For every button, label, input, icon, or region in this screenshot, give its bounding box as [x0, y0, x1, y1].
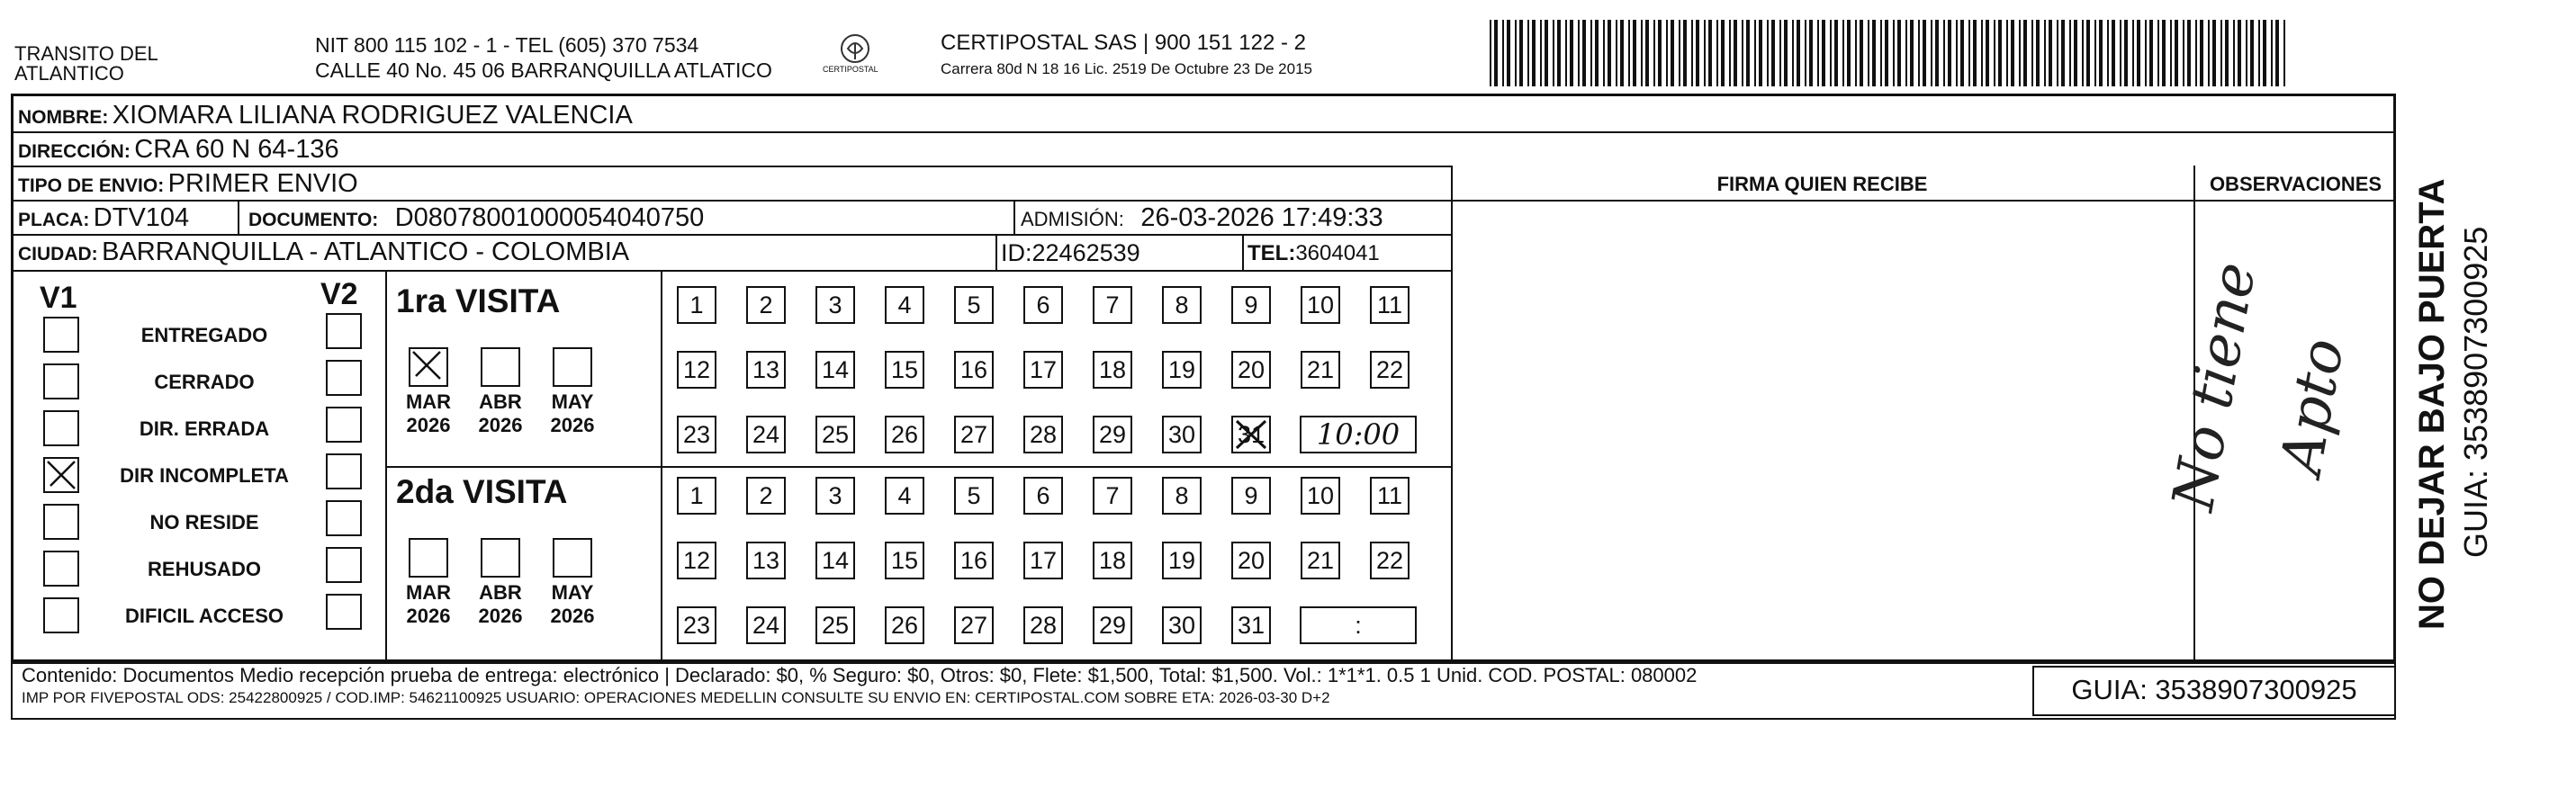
barcode-bar: [1527, 20, 1529, 86]
month-label: MAR 2026: [405, 390, 452, 436]
barcode-bar: [2275, 20, 2279, 86]
month-label: MAY 2026: [550, 390, 595, 436]
barcode-bar: [1956, 20, 1958, 86]
barcode-bar: [2250, 20, 2254, 86]
row-divider: [11, 270, 1453, 272]
barcode-bar: [1653, 20, 1655, 86]
barcode-bar: [1784, 20, 1788, 86]
barcode-bar: [1507, 20, 1510, 86]
day-checkbox[interactable]: 16: [954, 542, 994, 579]
id-value: 22462539: [1031, 239, 1140, 266]
sender-nit-line: NIT 800 115 102 - 1 - TEL (605) 370 7534: [315, 33, 699, 57]
barcode-bar: [1880, 20, 1882, 86]
document-field: [248, 203, 704, 233]
barcode-bar: [1872, 20, 1876, 86]
day-checkbox[interactable]: 18: [1093, 351, 1132, 389]
sender-address-line: CALLE 40 No. 45 06 BARRANQUILLA ATLATICO: [315, 58, 772, 82]
barcode-bar: [2099, 20, 2103, 86]
day-checkbox[interactable]: 9: [1231, 477, 1271, 515]
barcode-bar: [1515, 20, 1517, 86]
barcode-bar: [1603, 20, 1605, 86]
v2-status-checkbox[interactable]: [326, 547, 362, 583]
barcode-bar: [1540, 20, 1542, 86]
barcode-bar: [1658, 20, 1662, 86]
barcode-bar: [1834, 20, 1838, 86]
day-checkbox[interactable]: 23: [677, 416, 716, 453]
barcode-bar: [1842, 20, 1844, 86]
barcode-bar: [1595, 20, 1599, 86]
barcode-bar: [2162, 20, 2166, 86]
day-checkbox[interactable]: 8: [1162, 286, 1202, 324]
tel-field: [1247, 241, 1380, 266]
day-checkbox[interactable]: 20: [1231, 351, 1271, 389]
day-checkbox[interactable]: 1: [677, 286, 716, 324]
barcode-bar: [1582, 20, 1586, 86]
admission-value: 26-03-2026 17:49:33: [1140, 203, 1383, 232]
barcode-bar: [1910, 20, 1914, 86]
status-label: DIFICIL ACCESO: [124, 605, 284, 627]
barcode-bar: [2208, 20, 2210, 86]
barcode-bar: [1633, 20, 1636, 86]
address-value: CRA 60 N 64-136: [134, 135, 339, 164]
v2-status-checkbox[interactable]: [326, 500, 362, 536]
col-divider: [1013, 200, 1015, 234]
barcode-bar: [2170, 20, 2172, 86]
col-divider: [238, 200, 239, 234]
day-checkbox[interactable]: 26: [885, 606, 924, 644]
barcode-bar: [1519, 20, 1523, 86]
barcode-bar: [1666, 20, 1668, 86]
barcode-bar: [2044, 20, 2046, 86]
day-checkbox[interactable]: 3: [815, 286, 855, 324]
barcode-bar: [1860, 20, 1863, 86]
barcode-bar: [2069, 20, 2071, 86]
id-field: [1001, 239, 1140, 267]
guide-box: GUIA: 3538907300925: [2032, 666, 2396, 716]
barcode-bar: [2019, 20, 2021, 86]
barcode-bar: [1616, 20, 1617, 86]
time-field[interactable]: :: [1300, 606, 1417, 644]
observation-handwritten-1: No tiene: [2160, 257, 2270, 516]
barcode-bar: [1981, 20, 1983, 86]
day-checkbox[interactable]: 13: [746, 542, 786, 579]
time-field[interactable]: 10:00: [1300, 416, 1417, 453]
barcode-bar: [2006, 20, 2008, 86]
name-value: XIOMARA LILIANA RODRIGUEZ VALENCIA: [112, 101, 633, 130]
city-field: [18, 238, 629, 267]
day-checkbox[interactable]: 28: [1023, 606, 1063, 644]
barcode-bar: [2200, 20, 2203, 86]
tel-label: TEL:: [1247, 241, 1296, 265]
day-checkbox[interactable]: 11: [1370, 286, 1410, 324]
day-checkbox[interactable]: 12: [677, 542, 716, 579]
month-checkbox[interactable]: [409, 347, 448, 387]
day-checkbox[interactable]: 23: [677, 606, 716, 644]
col-divider: [1242, 234, 1244, 270]
month-checkbox[interactable]: [481, 538, 520, 578]
barcode-bar: [2023, 20, 2027, 86]
day-checkbox[interactable]: 15: [885, 542, 924, 579]
barcode-bar: [2112, 20, 2115, 86]
barcode-bar: [1935, 20, 1939, 86]
day-checkbox[interactable]: 21: [1301, 351, 1340, 389]
barcode-bar: [1885, 20, 1888, 86]
barcode-bar: [1716, 20, 1718, 86]
day-checkbox[interactable]: 7: [1093, 286, 1132, 324]
v1-status-checkbox[interactable]: [43, 363, 79, 399]
status-label: NO RESIDE: [149, 511, 259, 534]
second-visit-title: 2da VISITA: [396, 473, 568, 510]
status-label: DIR INCOMPLETA: [120, 464, 289, 487]
barcode-bar: [1502, 20, 1504, 86]
barcode-bar: [2124, 20, 2128, 86]
day-checkbox[interactable]: 29: [1093, 416, 1132, 453]
day-checkbox[interactable]: 11: [1370, 477, 1410, 515]
barcode: [1490, 20, 2291, 86]
barcode-bar: [1973, 20, 1977, 86]
day-checkbox[interactable]: 6: [1023, 477, 1063, 515]
day-checkbox[interactable]: 7: [1093, 477, 1132, 515]
sender-name-line1: TRANSITO DEL: [14, 42, 158, 65]
barcode-bar: [1817, 20, 1819, 86]
signature-header: FIRMA QUIEN RECIBE: [1716, 173, 1928, 195]
admission-field: [1021, 203, 1383, 233]
barcode-bar: [2220, 20, 2222, 86]
barcode-bar: [1683, 20, 1687, 86]
barcode-bar: [1960, 20, 1964, 86]
row-divider: [385, 466, 1453, 468]
barcode-bar: [2074, 20, 2077, 86]
courier-logo: [823, 31, 882, 85]
status-label: ENTREGADO: [140, 324, 268, 346]
status-label: CERRADO: [154, 371, 255, 393]
barcode-bar: [1805, 20, 1806, 86]
day-checkbox[interactable]: 4: [885, 477, 924, 515]
v2-header: V2: [320, 277, 358, 311]
day-checkbox[interactable]: 18: [1093, 542, 1132, 579]
month-checkbox[interactable]: [481, 347, 520, 387]
barcode-bar: [2086, 20, 2090, 86]
v2-status-checkbox[interactable]: [326, 407, 362, 443]
day-checkbox[interactable]: 22: [1370, 351, 1410, 389]
name-label: NOMBRE:: [18, 107, 109, 128]
v1-status-checkbox[interactable]: [43, 410, 79, 446]
barcode-bar: [1628, 20, 1630, 86]
barcode-bar: [2271, 20, 2273, 86]
barcode-bar: [2011, 20, 2014, 86]
barcode-bar: [2094, 20, 2096, 86]
barcode-bar: [2120, 20, 2121, 86]
barcode-bar: [1771, 20, 1775, 86]
v1-header: V1: [40, 281, 77, 315]
col-divider: [1451, 166, 1453, 662]
first-visit-title: 1ra VISITA: [396, 282, 561, 319]
barcode-bar: [1923, 20, 1926, 86]
barcode-bar: [2061, 20, 2065, 86]
barcode-bar: [1968, 20, 1970, 86]
barcode-bar: [1708, 20, 1712, 86]
day-checkbox[interactable]: 21: [1301, 542, 1340, 579]
barcode-bar: [1897, 20, 1901, 86]
day-checkbox[interactable]: 24: [746, 416, 786, 453]
day-checkbox[interactable]: 31: [1231, 606, 1271, 644]
barcode-bar: [2258, 20, 2260, 86]
day-checkbox[interactable]: 9: [1231, 286, 1271, 324]
barcode-bar: [2263, 20, 2266, 86]
v2-status-checkbox[interactable]: [326, 360, 362, 396]
barcode-bar: [1994, 20, 1995, 86]
barcode-bar: [1570, 20, 1573, 86]
admission-label: ADMISIÓN:: [1021, 208, 1124, 230]
barcode-bar: [1696, 20, 1699, 86]
barcode-bar: [2057, 20, 2058, 86]
day-checkbox[interactable]: 28: [1023, 416, 1063, 453]
month-label: MAY 2026: [550, 581, 595, 627]
barcode-bar: [2212, 20, 2216, 86]
day-checkbox[interactable]: 5: [954, 286, 994, 324]
barcode-bar: [1754, 20, 1756, 86]
row-divider: [11, 166, 1453, 167]
day-checkbox[interactable]: 6: [1023, 286, 1063, 324]
day-checkbox[interactable]: 31: [1231, 416, 1271, 453]
day-checkbox[interactable]: 8: [1162, 477, 1202, 515]
month-label: ABR 2026: [478, 390, 523, 436]
sender-name-line2: ATLANTICO: [14, 62, 124, 85]
barcode-bar: [2137, 20, 2140, 86]
name-field: [18, 101, 633, 130]
day-checkbox[interactable]: 30: [1162, 416, 1202, 453]
document-label: DOCUMENTO:: [248, 210, 379, 230]
day-checkbox[interactable]: 25: [815, 416, 855, 453]
barcode-bar: [1893, 20, 1895, 86]
courier-license-line: Carrera 80d N 18 16 Lic. 2519 De Octubre 23 De 2015: [941, 60, 1312, 77]
day-checkbox[interactable]: 24: [746, 606, 786, 644]
courier-name-line: CERTIPOSTAL SAS | 900 151 122 - 2: [941, 31, 1306, 55]
day-checkbox[interactable]: 15: [885, 351, 924, 389]
barcode-bar: [2195, 20, 2197, 86]
status-label: REHUSADO: [148, 558, 261, 580]
day-checkbox[interactable]: 16: [954, 351, 994, 389]
day-checkbox[interactable]: 27: [954, 416, 994, 453]
barcode-bar: [1490, 20, 1491, 86]
row-divider: [11, 200, 2396, 202]
barcode-bar: [1931, 20, 1932, 86]
barcode-bar: [1679, 20, 1680, 86]
barcode-bar: [1557, 20, 1561, 86]
day-checkbox[interactable]: 2: [746, 286, 786, 324]
barcode-bar: [1918, 20, 1920, 86]
barcode-bar: [1759, 20, 1762, 86]
barcode-bar: [1943, 20, 1945, 86]
barcode-bar: [2175, 20, 2178, 86]
day-checkbox[interactable]: 12: [677, 351, 716, 389]
observation-handwritten-2: Apto: [2268, 333, 2358, 480]
barcode-bar: [1691, 20, 1693, 86]
barcode-bar: [2049, 20, 2052, 86]
barcode-bar: [1620, 20, 1624, 86]
day-checkbox[interactable]: 29: [1093, 606, 1132, 644]
plate-field: [18, 203, 189, 233]
v2-status-checkbox[interactable]: [326, 313, 362, 349]
day-checkbox[interactable]: 4: [885, 286, 924, 324]
address-field: [18, 135, 339, 165]
imp-line: IMP POR FIVEPOSTAL ODS: 25422800925 / COD.IMP: 54621100925 USUARIO: OPERACIONES MEDELLIN CONSULTE SU ENVIO EN: CERTIPOSTAL.COM SOBRE ETA: 2026-03-30 D+2: [22, 689, 1330, 706]
month-label: MAR 2026: [405, 581, 452, 627]
day-checkbox[interactable]: 19: [1162, 542, 1202, 579]
observations-header: OBSERVACIONES: [2209, 173, 2382, 195]
barcode-bar: [1742, 20, 1743, 86]
barcode-bar: [1792, 20, 1794, 86]
warning-vertical: NO DEJAR BAJO PUERTA: [2412, 178, 2452, 630]
barcode-bar: [1809, 20, 1813, 86]
plate-value: DTV104: [93, 203, 190, 232]
barcode-bar: [1704, 20, 1706, 86]
barcode-bar: [2145, 20, 2147, 86]
day-checkbox[interactable]: 10: [1301, 286, 1340, 324]
v1-status-checkbox[interactable]: [43, 457, 79, 493]
barcode-bar: [1671, 20, 1674, 86]
barcode-bar: [2149, 20, 2153, 86]
barcode-bar: [1998, 20, 2002, 86]
month-label: ABR 2026: [478, 581, 523, 627]
barcode-bar: [1905, 20, 1907, 86]
row-divider: [11, 234, 1453, 236]
barcode-bar: [1578, 20, 1580, 86]
barcode-bar: [2246, 20, 2247, 86]
day-checkbox[interactable]: 2: [746, 477, 786, 515]
footer-frame: [11, 662, 2396, 720]
col-divider: [995, 234, 997, 270]
barcode-bar: [1608, 20, 1611, 86]
barcode-bar: [1641, 20, 1643, 86]
v1-status-checkbox[interactable]: [43, 597, 79, 633]
day-checkbox[interactable]: 20: [1231, 542, 1271, 579]
barcode-bar: [2238, 20, 2241, 86]
city-value: BARRANQUILLA - ATLANTICO - COLOMBIA: [102, 238, 630, 266]
barcode-bar: [2233, 20, 2235, 86]
day-checkbox[interactable]: 5: [954, 477, 994, 515]
barcode-bar: [1847, 20, 1851, 86]
v1-status-checkbox[interactable]: [43, 317, 79, 353]
day-checkbox[interactable]: 25: [815, 606, 855, 644]
barcode-bar: [1494, 20, 1498, 86]
barcode-bar: [1797, 20, 1800, 86]
barcode-bar: [1822, 20, 1825, 86]
shipment-type-field: [18, 169, 358, 199]
day-checkbox[interactable]: 17: [1023, 351, 1063, 389]
barcode-bar: [1830, 20, 1832, 86]
month-checkbox[interactable]: [409, 538, 448, 578]
day-checkbox[interactable]: 30: [1162, 606, 1202, 644]
barcode-bar: [1855, 20, 1857, 86]
barcode-bar: [2283, 20, 2285, 86]
courier-logo-icon: [828, 31, 882, 85]
address-label: DIRECCIÓN:: [18, 141, 131, 162]
day-checkbox[interactable]: 17: [1023, 542, 1063, 579]
shipment-type-label: TIPO DE ENVIO:: [18, 175, 165, 196]
day-checkbox[interactable]: 26: [885, 416, 924, 453]
day-checkbox[interactable]: 10: [1301, 477, 1340, 515]
barcode-bar: [1767, 20, 1769, 86]
barcode-bar: [1532, 20, 1536, 86]
day-checkbox[interactable]: 1: [677, 477, 716, 515]
month-checkbox[interactable]: [553, 538, 592, 578]
barcode-bar: [2031, 20, 2033, 86]
v1-status-checkbox[interactable]: [43, 551, 79, 587]
barcode-bar: [1948, 20, 1951, 86]
barcode-bar: [1868, 20, 1869, 86]
id-label: ID:: [1001, 239, 1032, 266]
barcode-bar: [2187, 20, 2191, 86]
document-value: D08078001000054040750: [394, 203, 705, 232]
shipment-type-value: PRIMER ENVIO: [167, 169, 358, 198]
city-label: CIUDAD:: [18, 244, 98, 265]
v1-status-checkbox[interactable]: [43, 504, 79, 540]
status-label: DIR. ERRADA: [139, 417, 270, 440]
row-divider: [11, 131, 2396, 133]
barcode-bar: [1590, 20, 1592, 86]
plate-label: PLACA:: [18, 210, 90, 230]
barcode-bar: [1721, 20, 1725, 86]
content-line: Contenido: Documentos Medio recepción prueba de entrega: electrónico | Declarado: $0, % Seguro: $0, Otros: $0, Flete: $1,500, Total: $1,500. Vol.: 1*1*1. 0.5 1 Unid. COD. POSTAL: 080002: [22, 664, 1698, 686]
v2-status-checkbox[interactable]: [326, 594, 362, 630]
day-checkbox[interactable]: 14: [815, 351, 855, 389]
barcode-bar: [2082, 20, 2084, 86]
barcode-bar: [2225, 20, 2229, 86]
tel-value: 3604041: [1295, 241, 1380, 265]
barcode-bar: [1729, 20, 1731, 86]
barcode-bar: [1746, 20, 1750, 86]
day-checkbox[interactable]: 19: [1162, 351, 1202, 389]
barcode-bar: [2107, 20, 2109, 86]
month-checkbox[interactable]: [553, 347, 592, 387]
barcode-bar: [1779, 20, 1781, 86]
guide-vertical: GUIA: 3538907300925: [2457, 226, 2494, 558]
day-checkbox[interactable]: 14: [815, 542, 855, 579]
barcode-bar: [1553, 20, 1554, 86]
barcode-bar: [1565, 20, 1567, 86]
day-checkbox[interactable]: 22: [1370, 542, 1410, 579]
barcode-bar: [1545, 20, 1548, 86]
barcode-bar: [1645, 20, 1649, 86]
courier-logo-text: CERTIPOSTAL: [823, 65, 878, 74]
barcode-bar: [2157, 20, 2159, 86]
barcode-bar: [2183, 20, 2184, 86]
day-checkbox[interactable]: 27: [954, 606, 994, 644]
v2-status-checkbox[interactable]: [326, 453, 362, 489]
barcode-bar: [2132, 20, 2134, 86]
barcode-bar: [1986, 20, 1989, 86]
day-checkbox[interactable]: 13: [746, 351, 786, 389]
day-checkbox[interactable]: 3: [815, 477, 855, 515]
barcode-bar: [2036, 20, 2040, 86]
barcode-bar: [1734, 20, 1737, 86]
